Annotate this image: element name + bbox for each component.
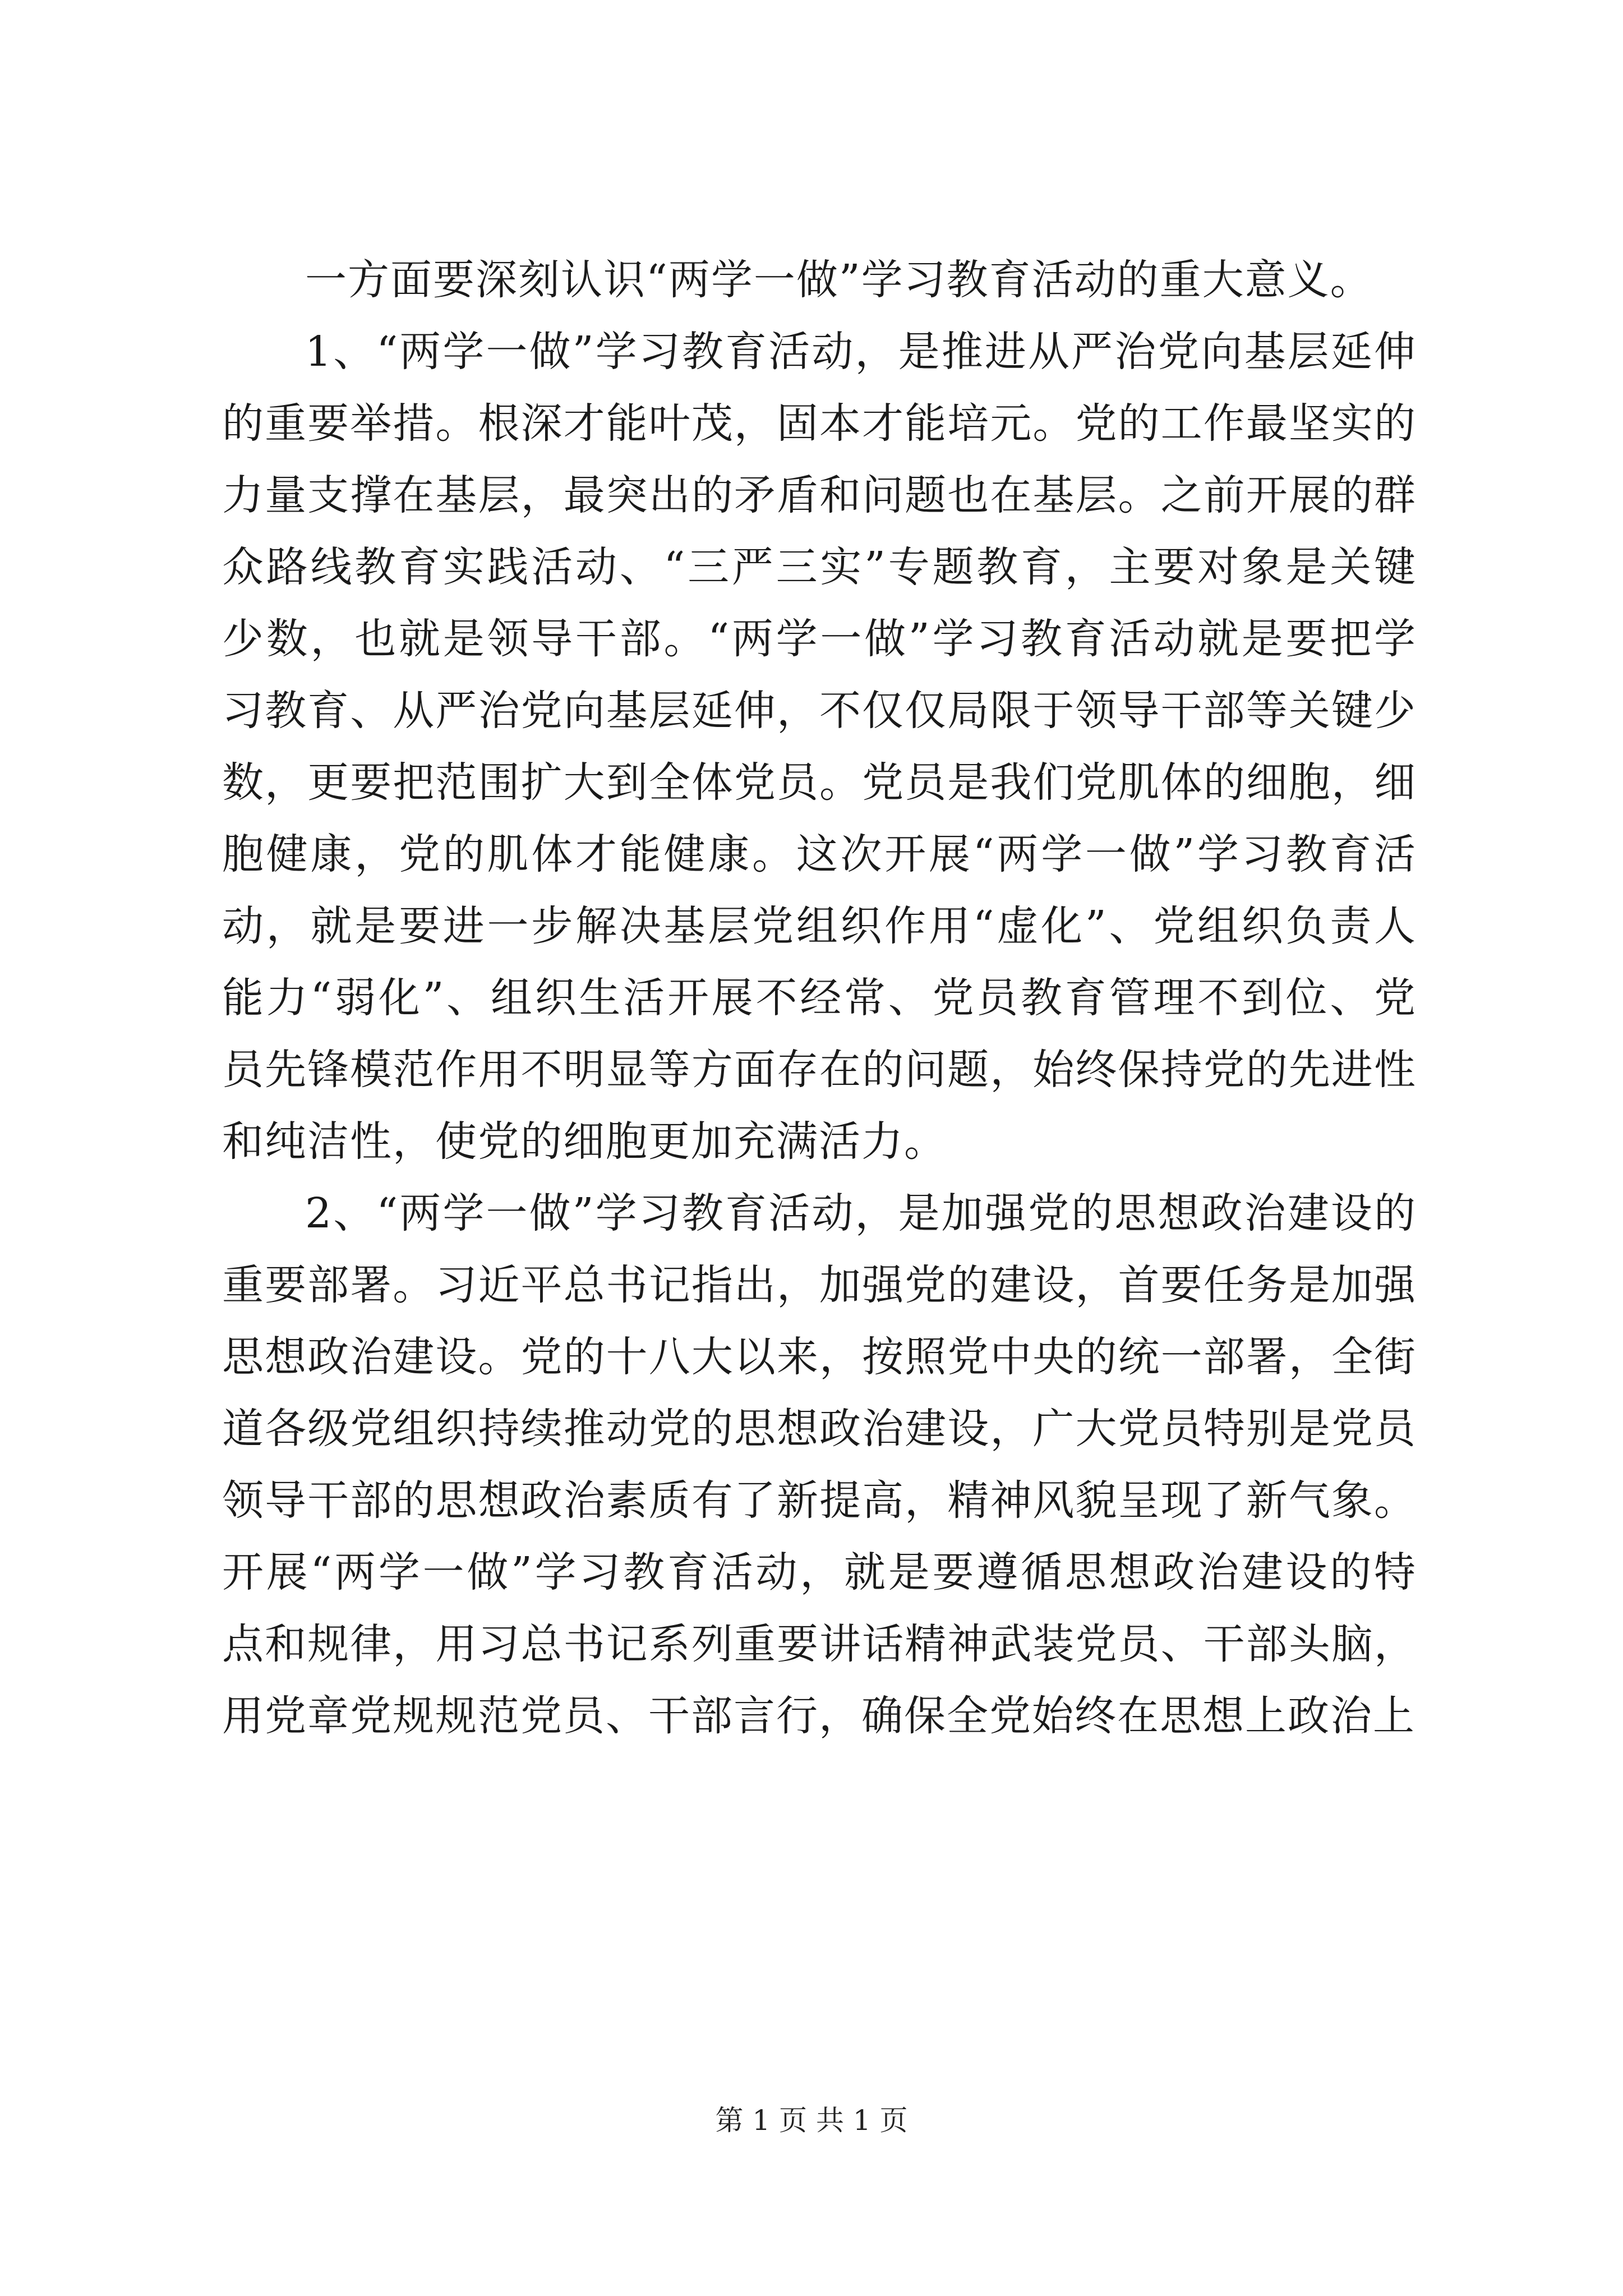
paragraph-point-2: 2、“两学一做”学习教育活动，是加强党的思想政治建设的重要部署。习近平总书记指出，加强党的建设，首要任务是加强思想政治建设。党的十八大以来，按照党中央的统一部署，全街道各级党组织持续推动党的思想政治建设，广大党员特别是党员领导干部的思想政治素质有了新提高，精神风貌呈现了新气象。开展“两学一做”学习教育活动，就是要遵循思想政治建设的特点和规律，用习总书记系列重要讲话精神武装党员、干部头脑，用党章党规规范党员、干部言行，确保全党始终在思想上政治上 (222, 1189, 1417, 1740)
document-body (222, 244, 1417, 1752)
page-footer: 第 1 页 共 1 页 (715, 2104, 908, 2137)
paragraph-intro: 一方面要深刻认识“两学一做”学习教育活动的重大意义。 (305, 256, 1373, 304)
paragraph-point-1: 1、“两学一做”学习教育活动，是推进从严治党向基层延伸的重要举措。根深才能叶茂，固本才能培元。党的工作最坚实的力量支撑在基层，最突出的矛盾和问题也在基层。之前开展的群众路线教育实践活动、“三严三实”专题教育，主要对象是关键少数，也就是领导干部。“两学一做”学习教育活动就是要把学习教育、从严治党向基层延伸，不仅仅局限于领导干部等关键少数，更要把范围扩大到全体党员。党员是我们党肌体的细胞，细胞健康，党的肌体才能健康。这次开展“两学一做”学习教育活动，就是要进一步解决基层党组织作用“虚化”、党组织负责人能力“弱化”、组织生活开展不经常、党员教育管理不到位、党员先锋模范作用不明显等方面存在的问题，始终保持党的先进性和纯洁性，使党的细胞更加充满活力。 (222, 328, 1417, 1166)
